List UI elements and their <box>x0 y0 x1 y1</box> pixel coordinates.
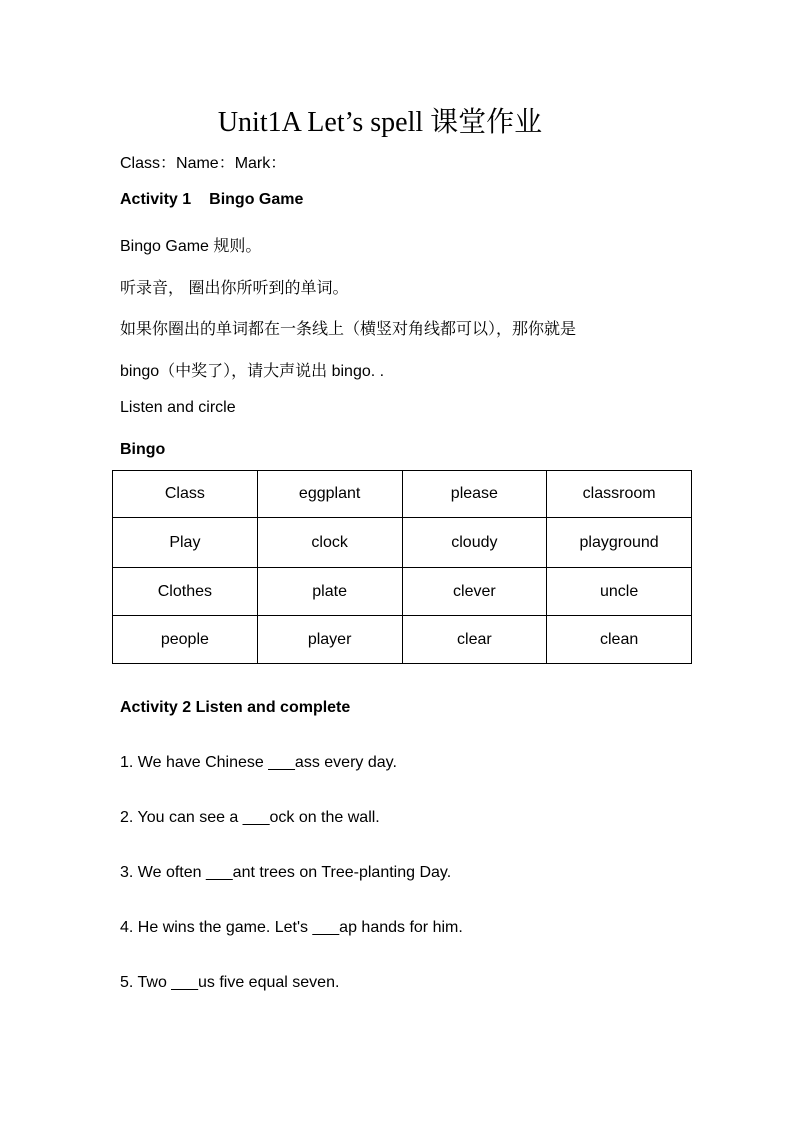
bingo-cell[interactable]: clear <box>402 616 547 664</box>
bingo-cell[interactable]: classroom <box>547 471 692 518</box>
bingo-grid <box>112 470 692 664</box>
bingo-cell[interactable]: please <box>402 471 547 518</box>
exercise-item-5: 5. Two ___us five equal seven. <box>120 974 340 991</box>
bingo-cell[interactable]: clever <box>402 568 547 616</box>
rule-line-bingo: 如果你圈出的单词都在一条线上（横竖对角线都可以），那你就是 <box>120 321 577 338</box>
table-row <box>113 568 692 616</box>
bingo-cell[interactable]: Clothes <box>113 568 258 616</box>
bingo-cell[interactable]: Play <box>113 518 258 568</box>
table-row <box>113 471 692 518</box>
rule-listen-circle: 听录音， 圈出你所听到的单词。 <box>120 280 349 297</box>
table-row <box>113 518 692 568</box>
activity1-name: Bingo Game <box>209 191 304 208</box>
exercise-item-1: 1. We have Chinese ___ass every day. <box>120 754 397 771</box>
bingo-cell[interactable]: uncle <box>547 568 692 616</box>
title-text: Unit1A Let’s spell 课堂作业 <box>217 107 543 138</box>
table-row <box>113 616 692 664</box>
rule-say-bingo: bingo（中奖了），请大声说出 bingo. . <box>120 363 385 380</box>
bingo-cell[interactable]: people <box>113 616 258 664</box>
activity1-heading <box>120 191 303 209</box>
bingo-table-title: Bingo <box>120 441 166 458</box>
bingo-cell[interactable]: clock <box>257 518 402 568</box>
bingo-cell[interactable]: plate <box>257 568 402 616</box>
rules-heading: Bingo Game 规则。 <box>120 238 262 255</box>
bingo-cell[interactable]: clean <box>547 616 692 664</box>
activity1-label: Activity 1 <box>120 191 192 208</box>
bingo-cell[interactable]: cloudy <box>402 518 547 568</box>
bingo-cell[interactable]: Class <box>113 471 258 518</box>
activity2-heading: Activity 2 Listen and complete <box>120 699 351 716</box>
bingo-cell[interactable]: player <box>257 616 402 664</box>
bingo-cell[interactable]: eggplant <box>257 471 402 518</box>
student-info-line: Class：Name：Mark： <box>120 155 287 172</box>
exercise-item-3: 3. We often ___ant trees on Tree-planting Day. <box>120 864 452 881</box>
exercise-item-4: 4. He wins the game. Let's ___ap hands for him. <box>120 919 463 936</box>
instruction-listen-circle: Listen and circle <box>120 399 236 416</box>
page-title <box>0 100 794 140</box>
exercise-item-2: 2. You can see a ___ock on the wall. <box>120 809 380 826</box>
bingo-cell[interactable]: playground <box>547 518 692 568</box>
